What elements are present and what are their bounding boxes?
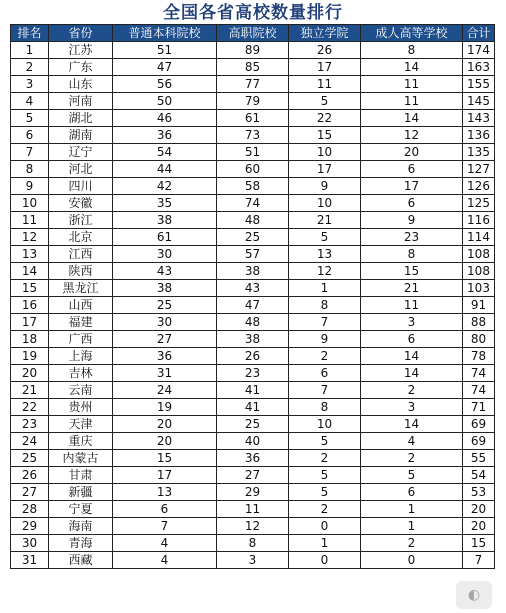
table-row — [11, 246, 495, 263]
cell-independent: 1 — [289, 535, 361, 552]
table-row — [11, 433, 495, 450]
cell-total: 20 — [463, 501, 495, 518]
table-row — [11, 535, 495, 552]
cell-total: 69 — [463, 433, 495, 450]
cell-rank: 17 — [11, 314, 49, 331]
cell-undergrad: 56 — [113, 76, 217, 93]
cell-independent: 5 — [289, 433, 361, 450]
header-vocational: 高职院校 — [217, 25, 289, 42]
cell-rank: 2 — [11, 59, 49, 76]
cell-undergrad: 31 — [113, 365, 217, 382]
cell-undergrad: 4 — [113, 552, 217, 569]
cell-adult: 11 — [361, 76, 463, 93]
cell-undergrad: 47 — [113, 59, 217, 76]
cell-vocational: 79 — [217, 93, 289, 110]
cell-province: 新疆 — [49, 484, 113, 501]
cell-rank: 4 — [11, 93, 49, 110]
cell-adult: 14 — [361, 348, 463, 365]
cell-province: 广东 — [49, 59, 113, 76]
table-row — [11, 229, 495, 246]
cell-vocational: 23 — [217, 365, 289, 382]
cell-independent: 8 — [289, 399, 361, 416]
cell-rank: 30 — [11, 535, 49, 552]
table-row — [11, 144, 495, 161]
cell-independent: 5 — [289, 484, 361, 501]
cell-undergrad: 24 — [113, 382, 217, 399]
cell-province: 青海 — [49, 535, 113, 552]
cell-rank: 6 — [11, 127, 49, 144]
cell-province: 黑龙江 — [49, 280, 113, 297]
cell-adult: 20 — [361, 144, 463, 161]
cell-rank: 31 — [11, 552, 49, 569]
cell-independent: 1 — [289, 280, 361, 297]
cell-total: 15 — [463, 535, 495, 552]
cell-undergrad: 61 — [113, 229, 217, 246]
cell-province: 甘肃 — [49, 467, 113, 484]
cell-rank: 28 — [11, 501, 49, 518]
cell-undergrad: 19 — [113, 399, 217, 416]
cell-rank: 12 — [11, 229, 49, 246]
cell-independent: 13 — [289, 246, 361, 263]
cell-rank: 24 — [11, 433, 49, 450]
cell-independent: 7 — [289, 314, 361, 331]
cell-province: 江苏 — [49, 42, 113, 59]
cell-vocational: 60 — [217, 161, 289, 178]
cell-vocational: 26 — [217, 348, 289, 365]
cell-total: 55 — [463, 450, 495, 467]
table-row — [11, 178, 495, 195]
cell-undergrad: 38 — [113, 212, 217, 229]
cell-undergrad: 25 — [113, 297, 217, 314]
cell-total: 54 — [463, 467, 495, 484]
table-row — [11, 552, 495, 569]
header-independent: 独立学院 — [289, 25, 361, 42]
cell-province: 内蒙古 — [49, 450, 113, 467]
cell-adult: 3 — [361, 399, 463, 416]
cell-total: 69 — [463, 416, 495, 433]
cell-adult: 8 — [361, 42, 463, 59]
watermark-logo-icon: ◐ — [456, 581, 492, 609]
cell-province: 重庆 — [49, 433, 113, 450]
cell-adult: 23 — [361, 229, 463, 246]
table-header — [11, 25, 495, 42]
cell-rank: 27 — [11, 484, 49, 501]
cell-adult: 2 — [361, 382, 463, 399]
cell-undergrad: 27 — [113, 331, 217, 348]
cell-total: 88 — [463, 314, 495, 331]
cell-undergrad: 46 — [113, 110, 217, 127]
cell-undergrad: 13 — [113, 484, 217, 501]
cell-rank: 23 — [11, 416, 49, 433]
cell-rank: 8 — [11, 161, 49, 178]
cell-province: 贵州 — [49, 399, 113, 416]
cell-independent: 15 — [289, 127, 361, 144]
cell-vocational: 77 — [217, 76, 289, 93]
table-row — [11, 331, 495, 348]
cell-vocational: 58 — [217, 178, 289, 195]
cell-total: 127 — [463, 161, 495, 178]
table-title: 全国各省高校数量排行 — [163, 3, 343, 23]
cell-adult: 12 — [361, 127, 463, 144]
table-row — [11, 42, 495, 59]
header-adult: 成人高等学校 — [361, 25, 463, 42]
cell-adult: 6 — [361, 331, 463, 348]
cell-independent: 17 — [289, 161, 361, 178]
cell-rank: 19 — [11, 348, 49, 365]
cell-total: 126 — [463, 178, 495, 195]
cell-undergrad: 15 — [113, 450, 217, 467]
cell-province: 上海 — [49, 348, 113, 365]
cell-independent: 2 — [289, 348, 361, 365]
table-row — [11, 280, 495, 297]
table-row — [11, 212, 495, 229]
cell-independent: 2 — [289, 450, 361, 467]
cell-adult: 6 — [361, 161, 463, 178]
table-row — [11, 93, 495, 110]
cell-province: 安徽 — [49, 195, 113, 212]
cell-independent: 10 — [289, 195, 361, 212]
cell-adult: 14 — [361, 110, 463, 127]
cell-province: 辽宁 — [49, 144, 113, 161]
cell-rank: 5 — [11, 110, 49, 127]
cell-rank: 14 — [11, 263, 49, 280]
table-row — [11, 348, 495, 365]
cell-province: 天津 — [49, 416, 113, 433]
cell-province: 北京 — [49, 229, 113, 246]
header-undergrad: 普通本科院校 — [113, 25, 217, 42]
cell-vocational: 25 — [217, 416, 289, 433]
cell-adult: 15 — [361, 263, 463, 280]
cell-rank: 3 — [11, 76, 49, 93]
cell-vocational: 61 — [217, 110, 289, 127]
cell-province: 湖南 — [49, 127, 113, 144]
cell-vocational: 51 — [217, 144, 289, 161]
cell-independent: 9 — [289, 178, 361, 195]
cell-vocational: 8 — [217, 535, 289, 552]
cell-province: 山东 — [49, 76, 113, 93]
cell-province: 山西 — [49, 297, 113, 314]
cell-vocational: 25 — [217, 229, 289, 246]
cell-independent: 10 — [289, 416, 361, 433]
cell-province: 湖北 — [49, 110, 113, 127]
cell-adult: 11 — [361, 93, 463, 110]
cell-undergrad: 6 — [113, 501, 217, 518]
table-row — [11, 382, 495, 399]
cell-vocational: 73 — [217, 127, 289, 144]
cell-undergrad: 36 — [113, 348, 217, 365]
cell-rank: 11 — [11, 212, 49, 229]
cell-vocational: 47 — [217, 297, 289, 314]
cell-undergrad: 51 — [113, 42, 217, 59]
cell-independent: 8 — [289, 297, 361, 314]
cell-vocational: 36 — [217, 450, 289, 467]
table-body — [11, 42, 495, 569]
cell-independent: 5 — [289, 93, 361, 110]
cell-independent: 17 — [289, 59, 361, 76]
cell-vocational: 38 — [217, 263, 289, 280]
cell-total: 20 — [463, 518, 495, 535]
cell-independent: 22 — [289, 110, 361, 127]
cell-adult: 21 — [361, 280, 463, 297]
table-row — [11, 195, 495, 212]
cell-adult: 14 — [361, 365, 463, 382]
cell-province: 河南 — [49, 93, 113, 110]
cell-province: 河北 — [49, 161, 113, 178]
cell-adult: 2 — [361, 535, 463, 552]
cell-total: 145 — [463, 93, 495, 110]
cell-independent: 9 — [289, 331, 361, 348]
cell-undergrad: 20 — [113, 416, 217, 433]
cell-undergrad: 42 — [113, 178, 217, 195]
cell-undergrad: 43 — [113, 263, 217, 280]
cell-vocational: 11 — [217, 501, 289, 518]
cell-rank: 1 — [11, 42, 49, 59]
cell-total: 163 — [463, 59, 495, 76]
table-row — [11, 416, 495, 433]
cell-undergrad: 50 — [113, 93, 217, 110]
cell-adult: 6 — [361, 484, 463, 501]
cell-total: 125 — [463, 195, 495, 212]
cell-adult: 11 — [361, 297, 463, 314]
cell-total: 74 — [463, 382, 495, 399]
cell-undergrad: 7 — [113, 518, 217, 535]
cell-total: 135 — [463, 144, 495, 161]
table-row — [11, 263, 495, 280]
cell-adult: 4 — [361, 433, 463, 450]
cell-rank: 26 — [11, 467, 49, 484]
table-row — [11, 399, 495, 416]
cell-adult: 9 — [361, 212, 463, 229]
table-row — [11, 110, 495, 127]
cell-total: 174 — [463, 42, 495, 59]
cell-independent: 26 — [289, 42, 361, 59]
cell-province: 四川 — [49, 178, 113, 195]
table-row — [11, 76, 495, 93]
cell-rank: 18 — [11, 331, 49, 348]
cell-adult: 0 — [361, 552, 463, 569]
cell-adult: 14 — [361, 59, 463, 76]
cell-independent: 2 — [289, 501, 361, 518]
cell-province: 云南 — [49, 382, 113, 399]
cell-adult: 6 — [361, 195, 463, 212]
cell-undergrad: 44 — [113, 161, 217, 178]
cell-rank: 21 — [11, 382, 49, 399]
cell-province: 广西 — [49, 331, 113, 348]
cell-undergrad: 17 — [113, 467, 217, 484]
cell-rank: 29 — [11, 518, 49, 535]
cell-rank: 20 — [11, 365, 49, 382]
cell-total: 71 — [463, 399, 495, 416]
cell-vocational: 48 — [217, 314, 289, 331]
cell-province: 浙江 — [49, 212, 113, 229]
header-rank: 排名 — [11, 25, 49, 42]
cell-adult: 14 — [361, 416, 463, 433]
cell-adult: 1 — [361, 518, 463, 535]
table-row — [11, 127, 495, 144]
cell-rank: 10 — [11, 195, 49, 212]
table-row — [11, 450, 495, 467]
cell-independent: 6 — [289, 365, 361, 382]
cell-rank: 16 — [11, 297, 49, 314]
table-row — [11, 161, 495, 178]
cell-adult: 17 — [361, 178, 463, 195]
cell-total: 103 — [463, 280, 495, 297]
cell-total: 78 — [463, 348, 495, 365]
cell-vocational: 3 — [217, 552, 289, 569]
cell-independent: 0 — [289, 518, 361, 535]
cell-province: 宁夏 — [49, 501, 113, 518]
table-row — [11, 365, 495, 382]
cell-independent: 7 — [289, 382, 361, 399]
cell-rank: 15 — [11, 280, 49, 297]
cell-independent: 5 — [289, 229, 361, 246]
cell-adult: 3 — [361, 314, 463, 331]
cell-total: 7 — [463, 552, 495, 569]
header-total: 合计 — [463, 25, 495, 42]
cell-vocational: 85 — [217, 59, 289, 76]
cell-vocational: 89 — [217, 42, 289, 59]
header-province: 省份 — [49, 25, 113, 42]
cell-independent: 11 — [289, 76, 361, 93]
cell-adult: 1 — [361, 501, 463, 518]
cell-province: 海南 — [49, 518, 113, 535]
table-row — [11, 297, 495, 314]
cell-total: 155 — [463, 76, 495, 93]
cell-rank: 25 — [11, 450, 49, 467]
cell-total: 74 — [463, 365, 495, 382]
cell-rank: 9 — [11, 178, 49, 195]
cell-undergrad: 20 — [113, 433, 217, 450]
cell-total: 143 — [463, 110, 495, 127]
cell-undergrad: 35 — [113, 195, 217, 212]
cell-independent: 0 — [289, 552, 361, 569]
cell-province: 陕西 — [49, 263, 113, 280]
cell-total: 80 — [463, 331, 495, 348]
cell-adult: 2 — [361, 450, 463, 467]
cell-province: 西藏 — [49, 552, 113, 569]
cell-total: 91 — [463, 297, 495, 314]
cell-adult: 8 — [361, 246, 463, 263]
table-row — [11, 59, 495, 76]
table-row — [11, 314, 495, 331]
cell-vocational: 48 — [217, 212, 289, 229]
cell-vocational: 41 — [217, 399, 289, 416]
table-row — [11, 518, 495, 535]
cell-rank: 13 — [11, 246, 49, 263]
cell-vocational: 41 — [217, 382, 289, 399]
cell-undergrad: 4 — [113, 535, 217, 552]
cell-vocational: 38 — [217, 331, 289, 348]
cell-independent: 5 — [289, 467, 361, 484]
cell-adult: 5 — [361, 467, 463, 484]
cell-vocational: 40 — [217, 433, 289, 450]
cell-vocational: 12 — [217, 518, 289, 535]
cell-independent: 12 — [289, 263, 361, 280]
table-row — [11, 467, 495, 484]
cell-undergrad: 54 — [113, 144, 217, 161]
table-row — [11, 484, 495, 501]
cell-vocational: 29 — [217, 484, 289, 501]
cell-undergrad: 30 — [113, 246, 217, 263]
cell-total: 108 — [463, 263, 495, 280]
cell-vocational: 27 — [217, 467, 289, 484]
cell-independent: 10 — [289, 144, 361, 161]
cell-total: 116 — [463, 212, 495, 229]
cell-undergrad: 38 — [113, 280, 217, 297]
cell-vocational: 43 — [217, 280, 289, 297]
cell-total: 53 — [463, 484, 495, 501]
cell-total: 108 — [463, 246, 495, 263]
ranking-table — [10, 24, 495, 569]
cell-total: 114 — [463, 229, 495, 246]
cell-total: 136 — [463, 127, 495, 144]
cell-vocational: 74 — [217, 195, 289, 212]
cell-province: 吉林 — [49, 365, 113, 382]
cell-undergrad: 36 — [113, 127, 217, 144]
cell-province: 福建 — [49, 314, 113, 331]
cell-rank: 22 — [11, 399, 49, 416]
table-row — [11, 501, 495, 518]
cell-rank: 7 — [11, 144, 49, 161]
cell-undergrad: 30 — [113, 314, 217, 331]
cell-province: 江西 — [49, 246, 113, 263]
cell-vocational: 57 — [217, 246, 289, 263]
cell-independent: 21 — [289, 212, 361, 229]
header-row — [11, 25, 495, 42]
